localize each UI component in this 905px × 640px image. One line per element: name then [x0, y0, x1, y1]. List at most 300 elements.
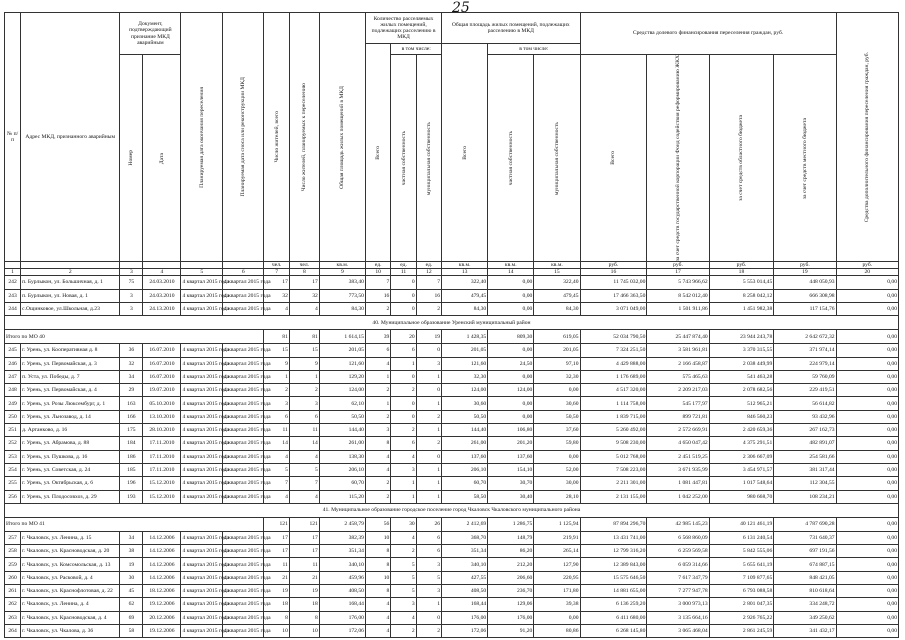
table-cell: 30,00 [534, 477, 580, 490]
table-cell: 0,00 [488, 289, 534, 302]
column-index-cell: 16 [580, 269, 647, 276]
table-cell: 251 [5, 424, 21, 437]
table-row [5, 531, 899, 544]
section-row-41 [5, 503, 899, 517]
column-index-cell: 3 [120, 269, 143, 276]
table-cell: г. Чкаловск, ул. Комсомольская, д. 13 [21, 558, 120, 571]
table-cell: 2 166 458,87 [647, 357, 709, 370]
table-cell: 4 [365, 357, 390, 370]
table-cell: 0,00 [836, 370, 898, 383]
column-index-cell: 9 [319, 269, 365, 276]
column-index-cell: 6 [222, 269, 264, 276]
table-cell: 259 [5, 558, 21, 571]
table-cell: 45 [120, 584, 143, 597]
table-cell: 4 квартал 2015 года [222, 531, 264, 544]
table-cell: 731 640,37 [774, 531, 836, 544]
table-cell: 148,79 [488, 531, 534, 544]
table-cell: г. Чкаловск, ул. Красноводская, д. 4 [21, 611, 120, 624]
total-cell: 81 [289, 330, 319, 344]
table-cell: 115,20 [319, 490, 365, 503]
table-row [5, 598, 899, 611]
table-cell: 12 389 843,00 [580, 558, 647, 571]
units-row [5, 262, 899, 269]
table-cell: 4 квартал 2015 года [181, 302, 223, 315]
table-cell: 4 [264, 450, 289, 463]
table-cell: 4 квартал 2015 года [181, 450, 223, 463]
table-cell: 334 248,72 [774, 598, 836, 611]
table-cell: 5 655 641,19 [709, 558, 774, 571]
table-cell: 3 [416, 584, 441, 597]
table-row [5, 463, 899, 476]
table-cell: 17 [289, 545, 319, 558]
table-cell: 0,00 [836, 437, 898, 450]
table-cell: 1 [391, 477, 416, 490]
table-cell: 0,00 [836, 463, 898, 476]
table-cell: 4 квартал 2015 года [181, 624, 223, 637]
table-cell: 17 [264, 545, 289, 558]
col-header-document: Документ, подтверждающий признание МКД аварийным [120, 13, 181, 55]
unit-cell [21, 262, 120, 269]
table-row [5, 558, 899, 571]
table-cell: 4 квартал 2015 года [181, 477, 223, 490]
table-cell: 14.12.2006 [143, 531, 181, 544]
table-cell: 69 [120, 611, 143, 624]
table-cell: 0 [416, 384, 441, 397]
table-cell: 201,20 [488, 437, 534, 450]
table-cell: 16 [365, 289, 390, 302]
table-cell: 666 308,98 [774, 289, 836, 302]
table-cell: 4 [365, 611, 390, 624]
table-cell: 32,30 [534, 370, 580, 383]
table-cell: 19.12.2006 [143, 598, 181, 611]
table-cell: 0,00 [836, 584, 898, 597]
table-cell: 340,10 [442, 558, 488, 571]
table-cell: 261 [5, 584, 21, 597]
col-header-funding-fund: за счет средств государственной корпорации Фонд содействия реформированию ЖКХ [647, 55, 709, 262]
unit-cell: руб. [774, 262, 836, 269]
table-cell: 4 квартал 2015 года [181, 289, 223, 302]
total-cell: 23 944 243,78 [709, 330, 774, 344]
table-cell: 11 745 032,00 [580, 276, 647, 289]
table-cell: 17.11.2010 [143, 450, 181, 463]
table-cell: 0 [391, 302, 416, 315]
table-cell: г. Урень, ул. Плодосовхоз, д. 29 [21, 490, 120, 503]
table-cell: 172,06 [442, 624, 488, 637]
table-cell: 172,06 [319, 624, 365, 637]
table-cell: 206,60 [488, 571, 534, 584]
table-cell: 1 [416, 463, 441, 476]
page-number: 25 [452, 0, 470, 16]
table-cell: 91,20 [488, 624, 534, 637]
col-header-address: Адрес МКД, признанного аварийным [21, 13, 120, 262]
table-cell: 8 [365, 545, 390, 558]
column-index-cell: 13 [442, 269, 488, 276]
table-cell: 4 [365, 624, 390, 637]
table-cell: г. Урень, ул. Советская, д. 24 [21, 463, 120, 476]
table-cell: 12 799 316,20 [580, 545, 647, 558]
column-index-cell: 10 [365, 269, 390, 276]
table-cell: 4 [391, 450, 416, 463]
column-index-row [5, 269, 899, 276]
table-cell: 4 [391, 531, 416, 544]
table-cell: 261,00 [442, 437, 488, 450]
table-cell: 2 [391, 545, 416, 558]
table-cell: 0,00 [488, 410, 534, 423]
column-index-cell: 18 [709, 269, 774, 276]
table-cell: 381 317,44 [774, 463, 836, 476]
table-cell: 219,91 [534, 531, 580, 544]
table-cell: 4 429 888,00 [580, 357, 647, 370]
table-cell: 4 квартал 2015 года [222, 598, 264, 611]
table-cell: 24.03.2010 [143, 289, 181, 302]
table-cell: 10 [365, 571, 390, 584]
table-cell: 34 [120, 370, 143, 383]
table-cell: 2 [416, 302, 441, 315]
table-cell: 129,20 [319, 370, 365, 383]
table-cell: г. Урень, ул. Кооперативная д. 8 [21, 344, 120, 357]
table-cell: 4 [365, 598, 390, 611]
table-cell: 258 [5, 545, 21, 558]
table-cell: 112 304,55 [774, 477, 836, 490]
total-row-40 [5, 330, 899, 344]
table-cell: 236,70 [488, 584, 534, 597]
table-cell: 17 466 363,50 [580, 289, 647, 302]
table-cell: 2 [416, 410, 441, 423]
table-cell: 3 [264, 397, 289, 410]
table-cell: 36 [120, 344, 143, 357]
table-row [5, 490, 899, 503]
table-cell: 1 [416, 598, 441, 611]
total-cell: 20 [391, 330, 416, 344]
table-cell: 899 721,81 [647, 410, 709, 423]
table-cell: 86,20 [488, 545, 534, 558]
table-cell: 185 [120, 463, 143, 476]
table-cell: 60,70 [319, 477, 365, 490]
table-cell: 129,06 [488, 598, 534, 611]
table-cell: 38 [120, 545, 143, 558]
table-cell: 32,30 [442, 370, 488, 383]
total-cell: 87 894 296,70 [580, 517, 647, 531]
table-cell: п. Уста, ул. Победы, д. 7 [21, 370, 120, 383]
table-cell: 0 [391, 289, 416, 302]
table-cell: 21 [264, 571, 289, 584]
table-cell: 243 [5, 289, 21, 302]
table-cell: 1 [264, 370, 289, 383]
unit-cell: руб. [836, 262, 898, 269]
table-cell: 10 [264, 624, 289, 637]
total-cell: 1 286,75 [488, 517, 534, 531]
table-cell: 322,40 [534, 276, 580, 289]
table-cell: 117 154,76 [774, 302, 836, 315]
table-cell: 176,00 [442, 611, 488, 624]
table-cell: 4 квартал 2015 года [181, 344, 223, 357]
table-cell: 6 [289, 410, 319, 423]
table-cell: 6 [391, 344, 416, 357]
table-cell: 3 000 973,13 [647, 598, 709, 611]
table-cell: 5 743 966,62 [647, 276, 709, 289]
table-cell: 7 617 347,79 [647, 571, 709, 584]
total-cell: 121 [289, 517, 319, 531]
table-cell: 137,60 [488, 450, 534, 463]
total-cell: 19 [416, 330, 441, 344]
table-cell: 6 [416, 545, 441, 558]
total-cell: 40 121 461,19 [709, 517, 774, 531]
table-cell: 4 квартал 2015 года [181, 598, 223, 611]
table-cell: 5 [264, 463, 289, 476]
table-cell: 4 квартал 2015 года [222, 477, 264, 490]
table-cell: 168,44 [319, 598, 365, 611]
table-cell: 0 [416, 344, 441, 357]
col-header-funding-local: за счет средств местного бюджета [774, 55, 836, 262]
table-cell: 220,95 [534, 571, 580, 584]
total-cell: 2 458,79 [319, 517, 365, 531]
col-header-demolition-date: Планируемая дата сноса или реконструкции МКД [222, 13, 264, 262]
table-cell: 58,50 [442, 490, 488, 503]
table-cell: 5 [391, 558, 416, 571]
table-cell: 2 [391, 424, 416, 437]
table-cell: 8 [289, 611, 319, 624]
table-cell: г. Урень, ул. Абрамова, д. 88 [21, 437, 120, 450]
table-cell: 5 842 555,06 [709, 545, 774, 558]
unit-cell: кв.м. [488, 262, 534, 269]
table-cell: 3 [365, 424, 390, 437]
table-cell: 3 [391, 598, 416, 611]
table-cell: 17 [264, 531, 289, 544]
table-cell: 2 [365, 302, 390, 315]
table-cell: 1 017 548,64 [709, 477, 774, 490]
table-cell: 84,30 [442, 302, 488, 315]
column-index-cell: 20 [836, 269, 898, 276]
table-cell: 10 [365, 531, 390, 544]
table-cell: 212,20 [488, 558, 534, 571]
table-cell: 28,10 [534, 490, 580, 503]
table-cell: 459,96 [319, 571, 365, 584]
table-cell: 322,40 [442, 276, 488, 289]
table-cell: 7 109 877,65 [709, 571, 774, 584]
table-row [5, 276, 899, 289]
table-cell: 2 [416, 624, 441, 637]
table-cell: 1 501 911,86 [647, 302, 709, 315]
col-header-rooms-incl: в том числе: [391, 44, 442, 55]
table-cell: 2 420 659,36 [709, 424, 774, 437]
table-cell: 2 209 217,03 [647, 384, 709, 397]
unit-cell: кв.м. [319, 262, 365, 269]
unit-cell [222, 262, 264, 269]
table-cell: 16.07.2010 [143, 344, 181, 357]
table-cell: 2 572 669,91 [647, 424, 709, 437]
table-cell: 17 [289, 276, 319, 289]
table-cell: 17 [289, 531, 319, 544]
table-row [5, 424, 899, 437]
col-header-area-private: частная собственность [488, 55, 534, 262]
table-row [5, 302, 899, 315]
table-cell: 246 [5, 357, 21, 370]
column-index-cell: 17 [647, 269, 709, 276]
total-cell: 4 787 690,28 [774, 517, 836, 531]
table-cell: д. Артанково, д. 16 [21, 424, 120, 437]
table-cell: 0,00 [488, 302, 534, 315]
table-cell: 196 [120, 477, 143, 490]
column-index-cell: 1 [5, 269, 21, 276]
table-cell: 1 114 758,00 [580, 397, 647, 410]
table-cell: 6 268 145,80 [580, 624, 647, 637]
table-cell: 5 260 492,00 [580, 424, 647, 437]
table-cell: 0,00 [534, 384, 580, 397]
unit-cell [181, 262, 223, 269]
table-cell: 1 [365, 397, 390, 410]
table-cell: 1 [416, 424, 441, 437]
table-cell: 4 [365, 450, 390, 463]
table-cell: 7 277 947,78 [647, 584, 709, 597]
table-cell: 1 176 689,00 [580, 370, 647, 383]
table-cell: 4 [289, 450, 319, 463]
table-cell: 30,40 [488, 490, 534, 503]
table-cell: г. Чкаловск, ул. Ленина, д. 4 [21, 598, 120, 611]
table-cell: 697 191,56 [774, 545, 836, 558]
table-cell: 0,00 [836, 424, 898, 437]
table-cell: 6 131 240,54 [709, 531, 774, 544]
col-header-residents: Число жителей, всего [264, 13, 289, 262]
table-cell: 39,38 [534, 598, 580, 611]
table-cell: 448 050,93 [774, 276, 836, 289]
table-cell: г. Урень, ул. Розы Люксембург, д. 1 [21, 397, 120, 410]
table-cell: 21 [289, 571, 319, 584]
table-cell: 0,00 [836, 276, 898, 289]
table-cell: 0,00 [836, 531, 898, 544]
table-cell: 14.12.2006 [143, 558, 181, 571]
table-cell: 3 135 664,16 [647, 611, 709, 624]
table-cell: 4 квартал 2015 года [181, 397, 223, 410]
table-cell: г. Урень, ул. Первомайская, д. 3 [21, 357, 120, 370]
table-cell: 30,60 [534, 397, 580, 410]
table-cell: 382,39 [319, 531, 365, 544]
table-cell: 0,00 [836, 450, 898, 463]
table-cell: 15.12.2010 [143, 490, 181, 503]
table-cell: 9 [289, 357, 319, 370]
unit-cell: кв.м. [534, 262, 580, 269]
table-cell: 108 234,21 [774, 490, 836, 503]
table-cell: 32 [264, 289, 289, 302]
table-cell: 59 760,09 [774, 370, 836, 383]
column-index-cell: 12 [416, 269, 441, 276]
table-cell: 0 [391, 397, 416, 410]
table-cell: 0 [391, 410, 416, 423]
table-cell: 0,00 [836, 598, 898, 611]
table-cell: 16 [416, 289, 441, 302]
total-cell: 25 447 874,40 [647, 330, 709, 344]
table-cell: 4 квартал 2015 года [181, 531, 223, 544]
table-cell: 62,10 [319, 397, 365, 410]
column-index-cell: 4 [143, 269, 181, 276]
table-cell: 2 451 519,25 [647, 450, 709, 463]
table-cell: 1 [365, 370, 390, 383]
table-cell: г. Чкаловск, ул. Чкалова, д. 36 [21, 624, 120, 637]
table-cell: 1 451 982,38 [709, 302, 774, 315]
col-header-residents-planned: Число жителей, планируемых к переселению [289, 13, 319, 262]
table-cell: 15.12.2010 [143, 477, 181, 490]
table-cell: 16.07.2010 [143, 357, 181, 370]
table-cell: 2 [289, 384, 319, 397]
table-cell: 32 [289, 289, 319, 302]
table-cell: 7 [416, 276, 441, 289]
table-row [5, 477, 899, 490]
table-cell: 16.07.2010 [143, 370, 181, 383]
table-cell: 29 [120, 384, 143, 397]
col-header-funding-total: Всего [580, 55, 647, 262]
table-cell: 5 [391, 571, 416, 584]
col-header-rooms-total: Всего [365, 44, 390, 262]
table-cell: 106,80 [488, 424, 534, 437]
table-cell: 11 [289, 558, 319, 571]
table-row [5, 611, 899, 624]
table-cell: п. Бурлыкон, ул. Большичная, д. 1 [21, 276, 120, 289]
table-cell: 4 [289, 490, 319, 503]
table-cell: 2 [391, 624, 416, 637]
total-cell: 809,30 [488, 330, 534, 344]
table-cell: 6 [365, 344, 390, 357]
table-cell: 28.10.2010 [143, 424, 181, 437]
table-cell: 4 квартал 2015 года [222, 463, 264, 476]
table-cell: 408,50 [319, 584, 365, 597]
table-cell: 4 квартал 2015 года [181, 437, 223, 450]
table-cell: 2 [264, 384, 289, 397]
table-cell: 2 [365, 490, 390, 503]
table-cell: 184 [120, 437, 143, 450]
table-cell: 19 [289, 584, 319, 597]
table-row [5, 571, 899, 584]
table-cell: 6 259 569,58 [647, 545, 709, 558]
table-cell: 4 квартал 2015 года [181, 424, 223, 437]
table-cell: 9 508 230,00 [580, 437, 647, 450]
table-cell: 6 411 680,00 [580, 611, 647, 624]
table-cell: 4 квартал 2015 года [181, 276, 223, 289]
table-cell: с.Ощинковое, ул.Школьная, д.23 [21, 302, 120, 315]
table-cell: 84,30 [319, 302, 365, 315]
table-cell: 121,60 [442, 357, 488, 370]
col-header-area-municipal: муниципальная собственность [534, 55, 580, 262]
table-cell: 2 926 765,22 [709, 611, 774, 624]
table-cell: 262 [5, 598, 21, 611]
table-cell: 0,00 [488, 276, 534, 289]
table-cell: 9 [264, 357, 289, 370]
col-header-extra-funding: Средства дополнительного финансирования переселения граждан, руб. [836, 13, 898, 262]
table-cell: 4 квартал 2015 года [181, 571, 223, 584]
table-cell: 2 078 682,56 [709, 384, 774, 397]
table-cell: 4 квартал 2015 года [222, 384, 264, 397]
table-cell: 0,00 [488, 370, 534, 383]
table-cell: 267 162,73 [774, 424, 836, 437]
table-cell: 5 012 768,00 [580, 450, 647, 463]
table-cell: 4 квартал 2015 года [181, 463, 223, 476]
unit-cell: руб. [709, 262, 774, 269]
table-cell: 248 [5, 384, 21, 397]
table-cell: 848 421,05 [774, 571, 836, 584]
table-cell: 7 324 251,50 [580, 344, 647, 357]
table-cell: 144,40 [442, 424, 488, 437]
table-cell: 229 419,51 [774, 384, 836, 397]
table-cell: 58 [120, 624, 143, 637]
table-cell: 4 квартал 2015 года [222, 344, 264, 357]
table-row [5, 624, 899, 637]
table-cell: 0,00 [836, 571, 898, 584]
table-cell: 242 [5, 276, 21, 289]
table-cell: 260 [5, 571, 21, 584]
table-cell: 186 [120, 450, 143, 463]
table-cell: 124,00 [488, 384, 534, 397]
table-cell: 980 668,70 [709, 490, 774, 503]
table-cell: 0,00 [836, 384, 898, 397]
table-cell: 1 [416, 490, 441, 503]
